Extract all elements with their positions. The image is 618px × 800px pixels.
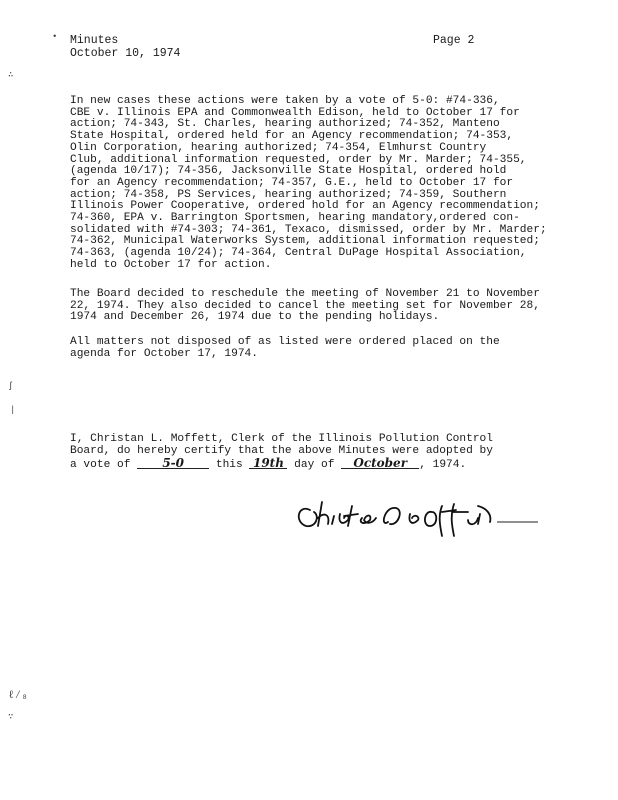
- meeting-date: October 10, 1974: [70, 47, 181, 60]
- text-line: held to October 17 for action.: [70, 258, 272, 271]
- text-line: solidated with #74-303; 74-361, Texaco, dismissed, order by Mr. Marder;: [70, 223, 547, 236]
- header-block: [70, 34, 180, 60]
- text-line: All matters not disposed of as listed were ordered placed on the: [70, 336, 500, 348]
- text-line: 74-362, Municipal Waterworks System, additional information requested;: [70, 235, 540, 248]
- text-line: Club, additional information requested, order by Mr. Marder; 74-355,: [70, 153, 527, 166]
- text-line: 74-363, (agenda 10/24); 74-364, Central DuPage Hospital Association,: [70, 247, 527, 260]
- text-line: action; 74-343, St. Charles, hearing authorized; 74-352, Manteno: [70, 118, 500, 131]
- reschedule-paragraph: [70, 289, 570, 324]
- page-number: Page 2: [433, 34, 475, 47]
- text-line: [70, 455, 493, 472]
- text-line: agenda for October 17, 1974.: [70, 347, 258, 360]
- text-line: The Board decided to reschedule the meeting of November 21 to November: [70, 288, 540, 300]
- text-line: In new cases these actions were taken by a vote of 5-0: #74-336,: [70, 95, 500, 107]
- new-cases-paragraph: [70, 96, 570, 272]
- text-line: Illinois Power Cooperative, ordered hold for an Agency recommendation;: [70, 200, 540, 213]
- scan-mark-icon: |: [10, 405, 16, 415]
- text-line: Olin Corporation, hearing authorized; 74-354, Elmhurst Country: [70, 141, 487, 154]
- text-line: action; 74-358, PS Services, hearing authorized; 74-359, Southern: [70, 188, 507, 201]
- scan-mark-icon: ∵: [8, 712, 14, 722]
- scan-mark-icon: ℓ⁄₈: [8, 690, 28, 702]
- text-line: State Hospital, ordered held for an Agency recommendation; 74-353,: [70, 130, 514, 143]
- day-of-label: day of: [294, 458, 335, 471]
- text-line: 74-360, EPA v. Barrington Sportsmen, hearing mandatory,ordered con-: [70, 212, 520, 225]
- this-label: this: [215, 458, 243, 471]
- year-label: , 1974.: [419, 458, 467, 471]
- text-line: CBE v. Illinois EPA and Commonwealth Edison, held to October 17 for: [70, 106, 520, 119]
- handwritten-day: 19th: [249, 458, 287, 469]
- text-line: (agenda 10/17); 74-356, Jacksonville State Hospital, ordered hold: [70, 165, 507, 178]
- handwritten-vote: 5-0: [137, 458, 209, 469]
- scan-mark-icon: ∴: [8, 70, 14, 80]
- clerk-signature: [292, 492, 542, 540]
- matters-paragraph: [70, 337, 570, 360]
- text-line: 22, 1974. They also decided to cancel the meeting set for November 28,: [70, 299, 540, 312]
- scan-mark-icon: •: [52, 32, 58, 42]
- signature-text: Christan L. Moffett: [292, 492, 304, 493]
- vote-prefix: a vote of: [70, 458, 131, 471]
- handwritten-month: October: [341, 458, 419, 469]
- text-line: Board, do hereby certify that the above Minutes were adopted by: [70, 444, 493, 457]
- text-line: 1974 and December 26, 1974 due to the pending holidays.: [70, 311, 440, 324]
- certification-block: [70, 434, 493, 471]
- text-line: I, Christan L. Moffett, Clerk of the Illinois Pollution Control: [70, 433, 493, 445]
- text-line: for an Agency recommendation; 74-357, G.E., held to October 17 for: [70, 176, 514, 189]
- scan-mark-icon: ʃ: [8, 381, 14, 391]
- document-title: Minutes: [70, 34, 119, 47]
